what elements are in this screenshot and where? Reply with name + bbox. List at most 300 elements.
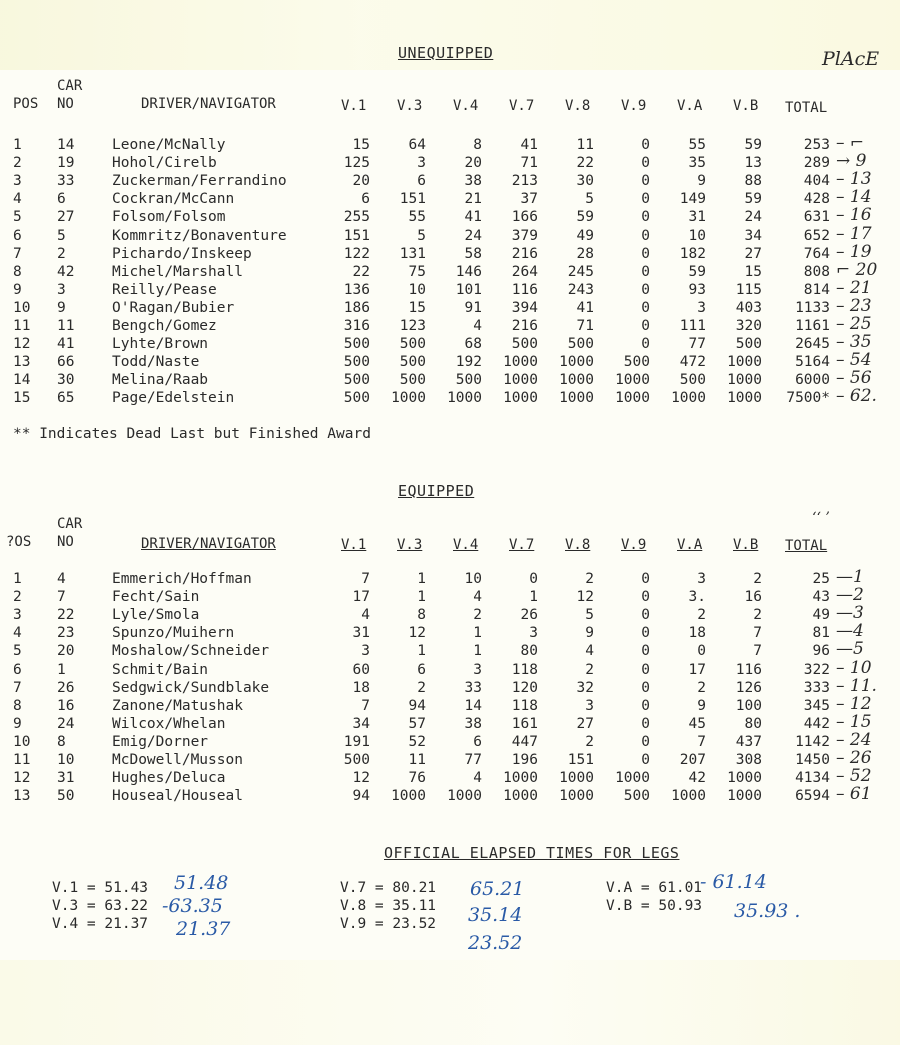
cell-va: 77 (688, 336, 706, 353)
header-v4: V.4 (453, 98, 479, 114)
cell-vb: 59 (744, 191, 762, 208)
table-row (0, 314, 900, 335)
cell-vb: 15 (744, 263, 762, 280)
cell-car: 23 (57, 625, 75, 642)
handwritten-place: —4 (836, 621, 864, 642)
cell-va: 59 (688, 263, 706, 280)
cell-vb: 100 (735, 697, 762, 714)
cell-v3: 57 (408, 715, 426, 732)
table-row (0, 205, 900, 226)
cell-total: 1161 (795, 318, 830, 334)
cell-va: 472 (679, 354, 706, 371)
cell-vb: 2 (753, 607, 762, 624)
cell-v7: 118 (511, 697, 538, 714)
cell-driver: Emmerich/Hoffman (112, 571, 252, 587)
cell-v9: 0 (641, 137, 650, 153)
cell-v4: 4 (473, 589, 482, 606)
cell-v9: 1000 (615, 372, 650, 389)
handwritten-time-v7: 65.21 (470, 878, 525, 900)
cell-v1: 316 (343, 318, 370, 334)
cell-v7: 161 (511, 715, 538, 732)
cell-total: 764 (803, 245, 830, 262)
cell-v4: 14 (464, 697, 482, 714)
handwritten-place: – 23 (836, 295, 872, 316)
cell-v3: 500 (399, 336, 426, 353)
cell-v9: 0 (641, 281, 650, 298)
cell-v1: 136 (343, 281, 370, 298)
cell-driver: Cockran/McCann (112, 191, 235, 208)
cell-total: 43 (812, 589, 830, 606)
cell-car: 33 (57, 173, 75, 190)
cell-va: 182 (679, 245, 706, 262)
table-row (0, 277, 900, 299)
cell-vb: 403 (735, 299, 762, 316)
cell-driver: Michel/Marshall (112, 263, 243, 280)
time-va: V.A = 61.01 (606, 880, 703, 896)
cell-car: 5 (57, 227, 66, 244)
cell-v4: 77 (464, 752, 482, 768)
cell-v3: 2 (417, 679, 426, 696)
header-v9: V.9 (621, 537, 647, 553)
handwritten-place: – 10 (836, 657, 872, 678)
cell-car: 19 (57, 155, 75, 172)
cell-v3: 52 (408, 733, 426, 750)
cell-va: 1000 (671, 788, 706, 805)
cell-pos: 1 (13, 137, 22, 153)
cell-pos: 8 (13, 697, 22, 714)
header-car: CAR (57, 78, 83, 94)
cell-v1: 18 (352, 679, 370, 696)
handwritten-place: – 17 (836, 223, 872, 244)
cell-v4: 6 (473, 733, 482, 750)
cell-v3: 64 (408, 137, 426, 153)
cell-v7: 216 (511, 245, 538, 262)
cell-driver: Todd/Naste (112, 354, 200, 371)
handwritten-time-v9: 23.52 (468, 932, 523, 954)
cell-v1: 7 (361, 697, 370, 714)
table-row (0, 133, 900, 154)
cell-v3: 5 (417, 227, 426, 244)
cell-v7: 1 (529, 589, 538, 606)
cell-v8: 1000 (559, 788, 594, 805)
cell-car: 24 (57, 715, 75, 732)
cell-vb: 308 (735, 752, 762, 768)
cell-v9: 500 (623, 354, 650, 371)
cell-v3: 500 (399, 372, 426, 389)
cell-va: 7 (697, 733, 706, 750)
cell-total: 289 (803, 155, 830, 172)
header-total: TOTAL (785, 538, 828, 554)
cell-v3: 1000 (391, 390, 426, 407)
handwritten-place: – 25 (836, 314, 872, 334)
cell-driver: Houseal/Houseal (112, 788, 243, 805)
table-row (0, 766, 900, 787)
cell-driver: Schmit/Bain (112, 661, 209, 678)
time-vb: V.B = 50.93 (606, 898, 703, 914)
cell-pos: 5 (13, 209, 22, 226)
cell-v4: 38 (464, 715, 482, 732)
cell-v3: 6 (417, 173, 426, 190)
cell-v8: 9 (585, 625, 594, 642)
cell-vb: 437 (735, 733, 762, 750)
cell-car: 20 (57, 643, 75, 660)
cell-pos: 4 (13, 625, 22, 642)
cell-total: 6000 (795, 372, 830, 389)
cell-v9: 0 (641, 643, 650, 660)
handwritten-place: —2 (836, 585, 864, 606)
cell-car: 26 (57, 679, 75, 696)
paper-sheen-bottom (0, 960, 900, 1045)
cell-total: 631 (803, 209, 830, 226)
table-row (0, 729, 900, 751)
cell-vb: 1000 (727, 372, 762, 389)
header-v7: V.7 (509, 98, 535, 114)
cell-v8: 1000 (559, 390, 594, 407)
cell-pos: 11 (13, 318, 31, 334)
cell-v1: 500 (343, 336, 370, 353)
handwritten-tick-marks: ‘‘ ’ (812, 510, 830, 526)
cell-pos: 2 (13, 155, 22, 172)
cell-va: 9 (697, 173, 706, 190)
cell-pos: 15 (13, 390, 31, 407)
cell-v7: 26 (520, 607, 538, 624)
handwritten-place-note: PlAcE (822, 48, 880, 70)
cell-va: 3 (697, 299, 706, 316)
cell-v1: 15 (352, 137, 370, 153)
header-vb: V.B (733, 98, 759, 114)
handwritten-place: – 11. (836, 675, 877, 696)
cell-v3: 11 (408, 752, 426, 768)
cell-v9: 0 (641, 679, 650, 696)
header-driver: DRIVER/NAVIGATOR (141, 536, 276, 552)
cell-v9: 0 (641, 752, 650, 768)
cell-driver: Kommritz/Bonaventure (112, 227, 287, 244)
cell-total: 1450 (795, 752, 830, 768)
cell-va: 35 (688, 155, 706, 172)
table-row (0, 295, 900, 317)
header-v4: V.4 (453, 537, 479, 553)
cell-v7: 120 (511, 679, 538, 696)
cell-v8: 151 (567, 752, 594, 768)
cell-car: 2 (57, 245, 66, 262)
cell-vb: 16 (744, 589, 762, 606)
cell-pos: 13 (13, 354, 31, 371)
cell-va: 42 (688, 770, 706, 787)
cell-v3: 6 (417, 661, 426, 678)
cell-car: 14 (57, 137, 75, 153)
cell-v1: 17 (352, 589, 370, 606)
cell-v8: 243 (567, 281, 594, 298)
cell-v7: 1000 (503, 390, 538, 407)
cell-v7: 196 (511, 752, 538, 768)
time-v7: V.7 = 80.21 (340, 880, 437, 896)
cell-v3: 55 (408, 209, 426, 226)
cell-v4: 10 (464, 571, 482, 587)
cell-v4: 24 (464, 227, 482, 244)
cell-total: 7500* (786, 390, 830, 407)
cell-v7: 379 (511, 227, 538, 244)
cell-v4: 192 (455, 354, 482, 371)
cell-va: 31 (688, 209, 706, 226)
handwritten-place: – 12 (836, 693, 872, 714)
header-pos: POS (13, 96, 39, 112)
cell-v1: 151 (343, 227, 370, 244)
cell-vb: 1000 (727, 788, 762, 805)
table-row (0, 350, 900, 371)
cell-v1: 4 (361, 607, 370, 624)
cell-v8: 71 (576, 318, 594, 334)
cell-v8: 3 (585, 697, 594, 714)
cell-total: 253 (803, 137, 830, 153)
table-row (0, 151, 900, 172)
header-no: NO (57, 534, 74, 550)
cell-v8: 49 (576, 227, 594, 244)
cell-v4: 1000 (447, 390, 482, 407)
cell-pos: 2 (13, 589, 22, 606)
cell-driver: Zanone/Matushak (112, 697, 243, 714)
cell-va: 10 (688, 227, 706, 244)
header-v9: V.9 (621, 98, 647, 114)
cell-vb: 115 (735, 281, 762, 298)
handwritten-place: – 13 (836, 169, 872, 190)
cell-v7: 166 (511, 209, 538, 226)
cell-vb: 320 (735, 318, 762, 334)
cell-v9: 0 (641, 697, 650, 714)
cell-v4: 1 (473, 625, 482, 642)
cell-v9: 500 (623, 788, 650, 805)
cell-v8: 12 (576, 589, 594, 606)
cell-total: 814 (803, 281, 830, 298)
cell-driver: Spunzo/Muihern (112, 625, 235, 642)
cell-car: 22 (57, 607, 75, 624)
table-row (0, 603, 900, 624)
cell-driver: Page/Edelstein (112, 390, 235, 407)
cell-v8: 1000 (559, 770, 594, 787)
cell-v8: 22 (576, 155, 594, 172)
cell-vb: 80 (744, 715, 762, 732)
cell-v7: 394 (511, 299, 538, 316)
cell-v7: 3 (529, 625, 538, 642)
header-v3: V.3 (397, 98, 423, 114)
handwritten-place: ⌐ 20 (836, 259, 878, 280)
cell-pos: 12 (13, 336, 31, 353)
handwritten-place: – 61 (836, 784, 872, 805)
cell-v1: 500 (343, 752, 370, 768)
cell-vb: 500 (735, 336, 762, 353)
cell-total: 333 (803, 679, 830, 696)
cell-pos: 11 (13, 752, 31, 768)
cell-v3: 94 (408, 697, 426, 714)
handwritten-place: – 26 (836, 748, 872, 768)
cell-v1: 94 (352, 788, 370, 805)
cell-car: 11 (57, 318, 75, 334)
cell-v1: 3 (361, 643, 370, 660)
handwritten-place: – 62. (836, 386, 877, 407)
table-row (0, 639, 900, 660)
cell-car: 30 (57, 372, 75, 389)
handwritten-place: – 54 (836, 350, 872, 371)
cell-total: 25 (812, 571, 830, 587)
cell-pos: 3 (13, 173, 22, 190)
table-row (0, 675, 900, 697)
cell-v9: 0 (641, 589, 650, 606)
cell-v8: 1000 (559, 354, 594, 371)
cell-car: 27 (57, 209, 75, 226)
cell-vb: 116 (735, 661, 762, 678)
cell-v8: 32 (576, 679, 594, 696)
cell-v9: 1000 (615, 770, 650, 787)
cell-v1: 60 (352, 661, 370, 678)
cell-driver: Reilly/Pease (112, 281, 217, 298)
cell-car: 42 (57, 263, 75, 280)
cell-pos: 1 (13, 571, 22, 587)
cell-car: 65 (57, 390, 75, 407)
cell-pos: 9 (13, 281, 22, 298)
cell-v8: 245 (567, 263, 594, 280)
cell-v9: 0 (641, 245, 650, 262)
cell-v8: 41 (576, 299, 594, 316)
cell-va: 500 (679, 372, 706, 389)
cell-v8: 4 (585, 643, 594, 660)
cell-v9: 0 (641, 715, 650, 732)
handwritten-place: —5 (836, 639, 864, 660)
handwritten-place: – 21 (836, 277, 872, 298)
cell-v3: 76 (408, 770, 426, 787)
cell-car: 16 (57, 697, 75, 714)
cell-v7: 118 (511, 661, 538, 678)
footnote: ** Indicates Dead Last but Finished Award (13, 426, 371, 442)
table-row (0, 169, 900, 190)
cell-driver: Folsom/Folsom (112, 209, 226, 226)
handwritten-place: – ⌐ (836, 133, 865, 153)
cell-car: 41 (57, 336, 75, 353)
cell-v9: 0 (641, 336, 650, 353)
header-va: V.A (677, 537, 703, 553)
table-row (0, 748, 900, 769)
cell-v9: 0 (641, 571, 650, 587)
cell-total: 404 (803, 173, 830, 190)
cell-vb: 126 (735, 679, 762, 696)
cell-v4: 4 (473, 770, 482, 787)
table-row (0, 368, 900, 389)
handwritten-place: → 9 (836, 151, 867, 172)
cell-v8: 2 (585, 571, 594, 587)
cell-driver: Lyhte/Brown (112, 336, 209, 353)
header-va: V.A (677, 98, 703, 114)
cell-vb: 27 (744, 245, 762, 262)
cell-v9: 0 (641, 173, 650, 190)
cell-driver: Sedgwick/Sundblake (112, 679, 270, 696)
cell-v7: 1000 (503, 372, 538, 389)
header-pos: ?OS (6, 534, 32, 550)
header-car: CAR (57, 516, 83, 532)
cell-v4: 101 (455, 281, 482, 298)
header-vb: V.B (733, 537, 759, 553)
cell-v3: 1 (417, 589, 426, 606)
handwritten-place: – 16 (836, 205, 872, 226)
cell-vb: 34 (744, 227, 762, 244)
cell-v3: 1 (417, 571, 426, 587)
cell-total: 49 (812, 607, 830, 624)
cell-v1: 500 (343, 390, 370, 407)
cell-v4: 146 (455, 263, 482, 280)
header-total: TOTAL (785, 100, 828, 116)
cell-v7: 447 (511, 733, 538, 750)
cell-v4: 4 (473, 318, 482, 334)
cell-v4: 38 (464, 173, 482, 190)
cell-v8: 1000 (559, 372, 594, 389)
cell-total: 345 (803, 697, 830, 714)
cell-v1: 34 (352, 715, 370, 732)
time-v1: V.1 = 51.43 (52, 880, 149, 896)
cell-v4: 3 (473, 661, 482, 678)
handwritten-time-v8: 35.14 (468, 904, 523, 926)
cell-v3: 10 (408, 281, 426, 298)
cell-v4: 58 (464, 245, 482, 262)
cell-va: 55 (688, 137, 706, 153)
cell-v9: 0 (641, 661, 650, 678)
cell-va: 3. (688, 589, 706, 606)
cell-vb: 13 (744, 155, 762, 172)
times-title: OFFICIAL ELAPSED TIMES FOR LEGS (384, 844, 680, 862)
header-no: NO (57, 96, 74, 112)
cell-v4: 2 (473, 607, 482, 624)
cell-va: 3 (697, 571, 706, 587)
handwritten-place: – 24 (836, 729, 872, 750)
handwritten-place: – 19 (836, 241, 872, 262)
cell-driver: Lyle/Smola (112, 607, 200, 624)
handwritten-time-v4: 21.37 (176, 918, 231, 940)
cell-v4: 68 (464, 336, 482, 353)
cell-v4: 1 (473, 643, 482, 660)
cell-total: 808 (803, 263, 830, 280)
cell-v1: 22 (352, 263, 370, 280)
cell-driver: Wilcox/Whelan (112, 715, 226, 732)
handwritten-place: – 52 (836, 766, 872, 787)
cell-driver: Melina/Raab (112, 372, 209, 389)
cell-driver: Moshalow/Schneider (112, 643, 270, 660)
cell-v7: 1000 (503, 770, 538, 787)
cell-driver: Hohol/Cirelb (112, 155, 217, 172)
cell-v8: 30 (576, 173, 594, 190)
cell-va: 45 (688, 715, 706, 732)
cell-total: 442 (803, 715, 830, 732)
cell-v1: 7 (361, 571, 370, 587)
handwritten-time-vb: 35.93 . (734, 900, 801, 922)
cell-car: 50 (57, 788, 75, 805)
cell-v3: 500 (399, 354, 426, 371)
cell-v9: 0 (641, 191, 650, 208)
cell-pos: 6 (13, 227, 22, 244)
cell-car: 8 (57, 733, 66, 750)
cell-v4: 21 (464, 191, 482, 208)
cell-v3: 3 (417, 155, 426, 172)
cell-pos: 6 (13, 661, 22, 678)
cell-pos: 7 (13, 245, 22, 262)
cell-v1: 31 (352, 625, 370, 642)
cell-va: 0 (697, 643, 706, 660)
cell-pos: 14 (13, 372, 31, 389)
cell-v3: 131 (399, 245, 426, 262)
cell-pos: 12 (13, 770, 31, 787)
cell-v9: 0 (641, 209, 650, 226)
table-row (0, 621, 900, 642)
cell-vb: 1000 (727, 354, 762, 371)
cell-v1: 255 (343, 209, 370, 226)
cell-driver: Hughes/Deluca (112, 770, 226, 787)
cell-v7: 71 (520, 155, 538, 172)
cell-v3: 8 (417, 607, 426, 624)
